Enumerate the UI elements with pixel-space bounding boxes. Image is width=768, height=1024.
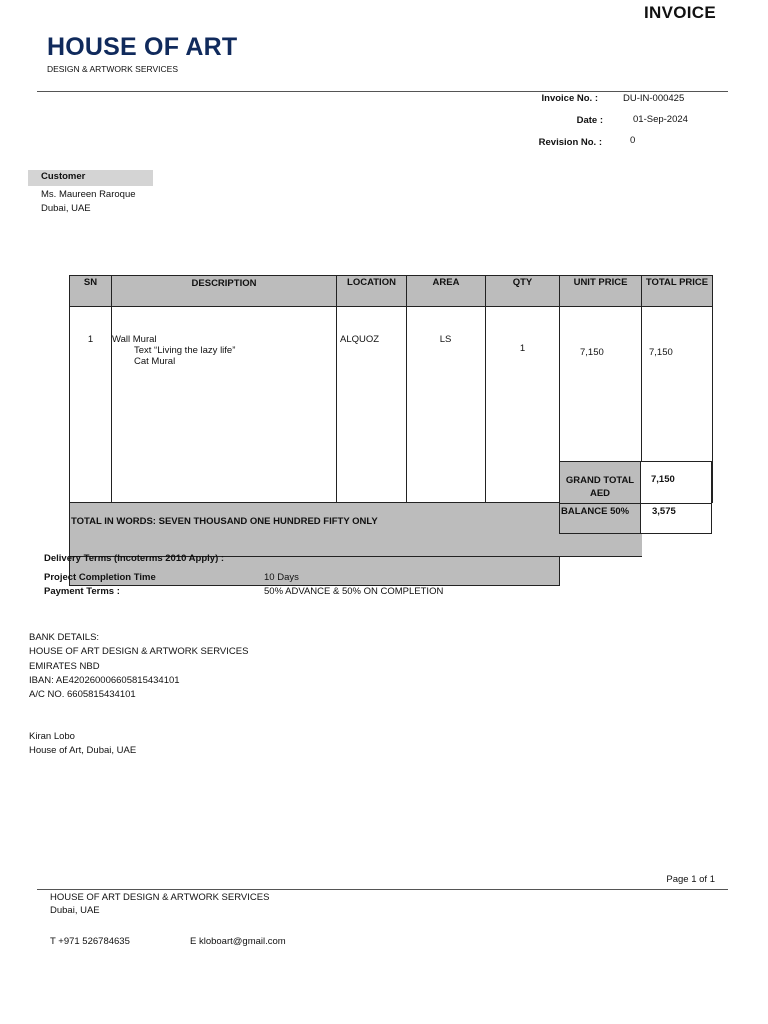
grand-total-value-cell (641, 461, 712, 503)
invoice-no-value: DU-IN-000425 (623, 93, 685, 104)
header-sn: SN (70, 276, 112, 307)
bank-details (29, 631, 248, 702)
cell-qty: 1 (486, 307, 560, 503)
delivery-terms-heading: Delivery Terms (Incoterms 2010 Apply) : (44, 553, 225, 564)
bank-name: EMIRATES NBD (29, 660, 100, 672)
cell-location: ALQUOZ (337, 307, 407, 503)
balance-value: 3,575 (652, 506, 676, 517)
grand-total-value: 7,150 (651, 474, 675, 485)
signatory-name: Kiran Lobo (29, 731, 75, 742)
cell-area: LS (407, 307, 486, 503)
invoice-items-table (69, 275, 713, 586)
company-name: HOUSE OF ART (47, 33, 238, 61)
header-qty: QTY (486, 276, 560, 307)
cell-unit-price: 7,150 (560, 307, 642, 503)
bank-details-heading: BANK DETAILS: (29, 632, 100, 643)
header-unit-price: UNIT PRICE (560, 276, 642, 307)
header-divider (37, 91, 728, 92)
document-title: INVOICE (643, 3, 716, 22)
footer-divider (37, 889, 728, 890)
revision-no-value: 0 (630, 135, 636, 146)
payment-terms-value: 50% ADVANCE & 50% ON COMPLETION (264, 586, 444, 597)
invoice-no-label: Invoice No. : (541, 93, 598, 104)
cell-total-price: 7,150 (642, 307, 713, 503)
customer-address: Dubai, UAE (41, 203, 91, 214)
cell-sn: 1 (70, 307, 112, 503)
header-location: LOCATION (337, 276, 407, 307)
customer-name: Ms. Maureen Raroque (41, 189, 136, 200)
balance-value-cell (641, 503, 712, 534)
total-in-words: TOTAL IN WORDS: SEVEN THOUSAND ONE HUNDRED FIFTY ONLY (70, 503, 642, 557)
completion-time-value: 10 Days (264, 572, 299, 583)
payment-terms-label: Payment Terms : (44, 586, 120, 597)
revision-no-label: Revision No. : (538, 137, 602, 148)
customer-heading: Customer (41, 171, 86, 182)
grand-total-label: GRAND TOTAL AED (565, 475, 635, 499)
header-description (112, 276, 337, 307)
footer-phone: T +971 526784635 (50, 936, 130, 947)
date-value: 01-Sep-2024 (633, 114, 688, 125)
footer-city: Dubai, UAE (50, 905, 100, 916)
bank-iban: IBAN: AE420260006605815434101 (29, 674, 180, 686)
header-area: AREA (407, 276, 486, 307)
header-description-text: DESCRIPTION (191, 278, 257, 289)
table-header-row (70, 276, 713, 307)
completion-time-label: Project Completion Time (44, 572, 156, 583)
bank-account-name: HOUSE OF ART DESIGN & ARTWORK SERVICES (29, 646, 249, 658)
page-indicator: Page 1 of 1 (666, 874, 715, 885)
signatory-company: House of Art, Dubai, UAE (29, 745, 137, 757)
grand-total-label-cell (559, 461, 641, 503)
customer-heading-bar (28, 170, 153, 186)
balance-label-cell (559, 503, 641, 534)
footer-email: E kloboart@gmail.com (190, 936, 286, 947)
cell-description (112, 307, 337, 503)
balance-label: BALANCE 50% (561, 506, 630, 517)
footer-company: HOUSE OF ART DESIGN & ARTWORK SERVICES (50, 892, 270, 903)
description-title: Wall Mural (112, 334, 157, 345)
signatory (29, 730, 136, 759)
bank-account-number: A/C NO. 6605815434101 (29, 689, 136, 701)
company-tagline: DESIGN & ARTWORK SERVICES (47, 64, 178, 74)
description-line-1: Text “Living the lazy life” (134, 345, 236, 356)
date-label: Date : (576, 115, 603, 126)
description-line-2: Cat Mural (134, 356, 176, 367)
header-total-price: TOTAL PRICE (642, 276, 713, 307)
